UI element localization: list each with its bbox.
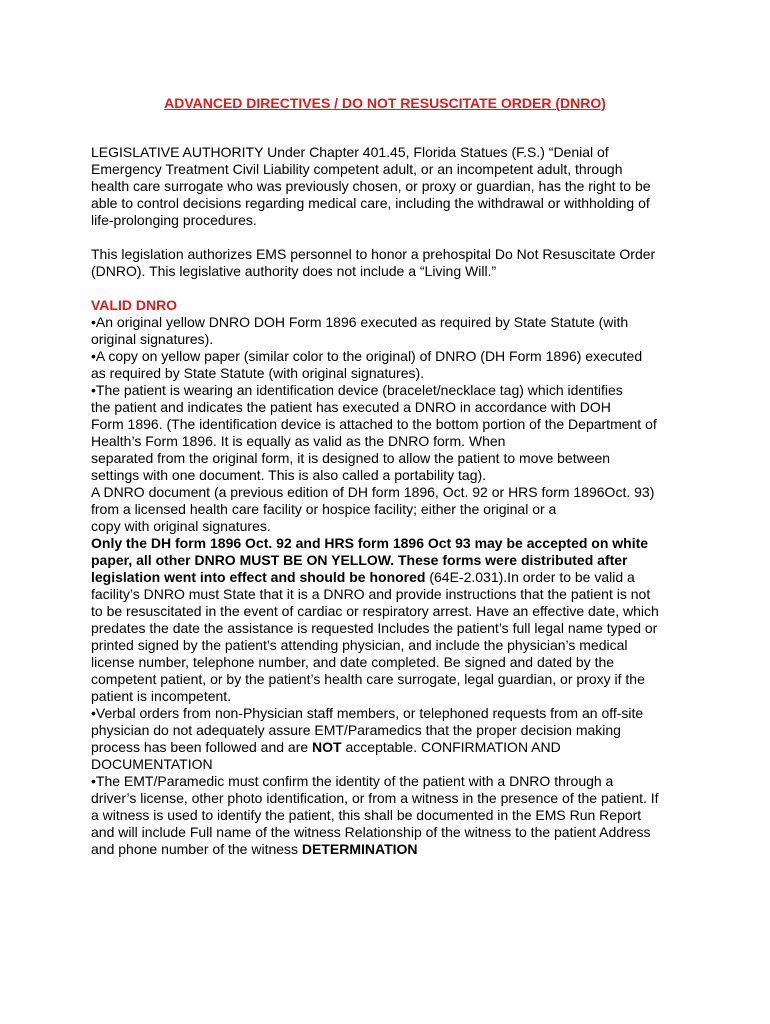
text-run: predates the date the assistance is requested Includes the patient’s full legal name typed or (91, 620, 658, 636)
text-line (91, 722, 691, 739)
text-line (91, 144, 691, 161)
text-line (91, 195, 691, 212)
text-run: license number, telephone number, and date completed. Be signed and dated by the (91, 654, 615, 670)
text-line (91, 246, 691, 263)
text-line (91, 178, 691, 195)
text-line (91, 807, 691, 824)
text-line (91, 637, 691, 654)
text-run: •A copy on yellow paper (similar color to the original) of DNRO (DH Form 1896) executed (91, 348, 643, 364)
section-heading: VALID DNRO (91, 297, 178, 313)
text-line (91, 416, 691, 433)
text-line (91, 263, 691, 280)
text-run: a witness is used to identify the patient, this shall be documented in the EMS Run Report (91, 807, 642, 823)
text-line (91, 620, 691, 637)
text-line (91, 331, 691, 348)
text-run: and phone number of the witness (91, 841, 302, 857)
document-body (91, 144, 691, 858)
text-line (91, 790, 691, 807)
text-line (91, 773, 691, 790)
text-run: physician do not adequately assure EMT/Paramedics that the proper decision making (91, 722, 621, 738)
text-run: (64E-2.031).In order to be valid a (425, 569, 635, 585)
text-line (91, 314, 691, 331)
text-line (91, 382, 691, 399)
text-run: printed signed by the patient’s attending physician, and include the physician’s medical (91, 637, 628, 653)
text-line (91, 518, 691, 535)
text-line (91, 433, 691, 450)
bold-text: paper, all other DNRO MUST BE ON YELLOW. These forms were distributed after (91, 552, 628, 568)
paragraph-spacer (91, 229, 691, 246)
text-line (91, 467, 691, 484)
text-run: •An original yellow DNRO DOH Form 1896 executed as required by State Statute (with (91, 314, 629, 330)
text-run: acceptable. CONFIRMATION AND (341, 739, 561, 755)
text-line (91, 161, 691, 178)
text-run: settings with one document. This is also called a portability tag). (91, 467, 487, 483)
text-line (91, 603, 691, 620)
text-run: from a licensed health care facility or hospice facility; either the original or a (91, 501, 557, 517)
text-run: Emergency Treatment Civil Liability competent adult, or an incompetent adult, through (91, 161, 623, 177)
text-line (91, 841, 691, 858)
text-line (91, 297, 691, 314)
text-run: Form 1896. (The identification device is attached to the bottom portion of the Department of (91, 416, 657, 432)
text-line (91, 756, 691, 773)
text-run: (DNRO). This legislative authority does not include a “Living Will.” (91, 263, 497, 279)
text-run: This legislation authorizes EMS personnel to honor a prehospital Do Not Resuscitate Order (91, 246, 656, 262)
text-line (91, 824, 691, 841)
bold-text: DETERMINATION (301, 841, 418, 857)
text-line (91, 569, 691, 586)
text-run: •The EMT/Paramedic must confirm the identity of the patient with a DNRO through a (91, 773, 614, 789)
text-run: Health’s Form 1896. It is equally as valid as the DNRO form. When (91, 433, 506, 449)
text-run: •The patient is wearing an identification device (bracelet/necklace tag) which identifies (91, 382, 623, 398)
text-run: A DNRO document (a previous edition of DH form 1896, Oct. 92 or HRS form 1896Oct. 93) (91, 484, 655, 500)
text-line (91, 705, 691, 722)
text-run: as required by State Statute (with original signatures). (91, 365, 425, 381)
text-line (91, 450, 691, 467)
text-line (91, 501, 691, 518)
bold-text: legislation went into effect and should be honored (91, 569, 426, 585)
text-line (91, 586, 691, 603)
text-run: DOCUMENTATION (91, 756, 213, 772)
paragraph-spacer (91, 280, 691, 297)
text-line (91, 552, 691, 569)
text-run: able to control decisions regarding medical care, including the withdrawal or withholding of (91, 195, 650, 211)
text-run: and will include Full name of the witness Relationship of the witness to the patient Address (91, 824, 651, 840)
text-run: process has been followed and are (91, 739, 313, 755)
text-line (91, 399, 691, 416)
text-line (91, 212, 691, 229)
bold-text: Only the DH form 1896 Oct. 92 and HRS form 1896 Oct 93 may be accepted on white (91, 535, 649, 551)
text-line (91, 365, 691, 382)
text-line (91, 654, 691, 671)
text-run: LEGISLATIVE AUTHORITY Under Chapter 401.45, Florida Statues (F.S.) “Denial of (91, 144, 609, 160)
text-run: to be resuscitated in the event of cardiac or respiratory arrest. Have an effective date, which (91, 603, 659, 619)
text-line (91, 739, 691, 756)
text-run: separated from the original form, it is designed to allow the patient to move between (91, 450, 611, 466)
text-line (91, 348, 691, 365)
document-title: ADVANCED DIRECTIVES / DO NOT RESUSCITATE ORDER (DNRO) (164, 95, 606, 111)
text-run: original signatures). (91, 331, 214, 347)
text-run: competent patient, or by the patient’s health care surrogate, legal guardian, or proxy if the (91, 671, 645, 687)
text-run: facility’s DNRO must State that it is a DNRO and provide instructions that the patient is not (91, 586, 651, 602)
bold-text: NOT (312, 739, 342, 755)
text-run: driver’s license, other photo identification, or from a witness in the presence of the patient. If (91, 790, 659, 806)
text-run: the patient and indicates the patient has executed a DNRO in accordance with DOH (91, 399, 611, 415)
text-line (91, 671, 691, 688)
text-line (91, 688, 691, 705)
text-run: patient is incompetent. (91, 688, 232, 704)
text-run: •Verbal orders from non-Physician staff members, or telephoned requests from an off-site (91, 705, 644, 721)
text-run: life-prolonging procedures. (91, 212, 257, 228)
text-run: copy with original signatures. (91, 518, 271, 534)
text-line (91, 535, 691, 552)
text-line (91, 484, 691, 501)
text-run: health care surrogate who was previously chosen, or proxy or guardian, has the right to be (91, 178, 651, 194)
